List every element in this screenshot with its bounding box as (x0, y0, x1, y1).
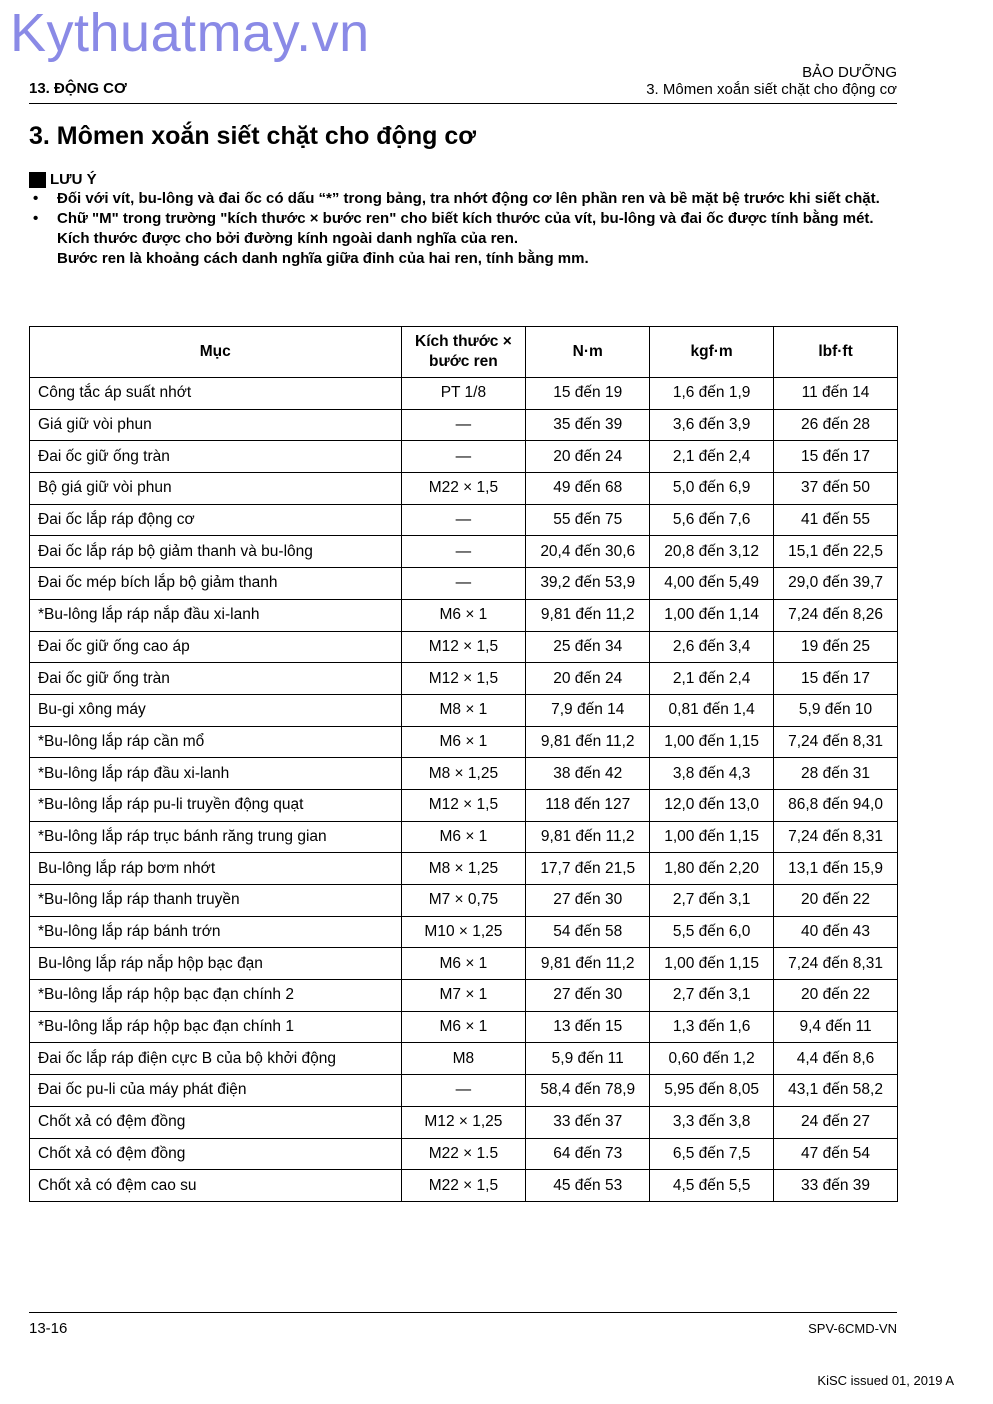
cell-size: M8 × 1 (401, 694, 526, 726)
cell-lbfft: 13,1 đến 15,9 (774, 853, 898, 885)
cell-kgfm: 3,8 đến 4,3 (650, 758, 774, 790)
cell-lbfft: 15,1 đến 22,5 (774, 536, 898, 568)
cell-nm: 118 đến 127 (526, 789, 650, 821)
cell-nm: 27 đến 30 (526, 885, 650, 917)
cell-size: — (401, 1075, 526, 1107)
cell-item: Đai ốc giữ ống tràn (30, 441, 402, 473)
table-row (30, 916, 898, 948)
cell-size: M12 × 1,5 (401, 631, 526, 663)
cell-size: M8 (401, 1043, 526, 1075)
cell-lbfft: 9,4 đến 11 (774, 1011, 898, 1043)
cell-nm: 54 đến 58 (526, 916, 650, 948)
cell-lbfft: 5,9 đến 10 (774, 694, 898, 726)
cell-size: M12 × 1,5 (401, 663, 526, 695)
cell-size: M12 × 1,25 (401, 1106, 526, 1138)
table-row (30, 1138, 898, 1170)
section-title: BẢO DƯỠNG (802, 64, 897, 81)
table-row (30, 1011, 898, 1043)
cell-item: Chốt xả có đệm cao su (30, 1170, 402, 1202)
cell-item: Đai ốc lắp ráp bộ giảm thanh và bu-lông (30, 536, 402, 568)
cell-lbfft: 20 đến 22 (774, 980, 898, 1012)
cell-nm: 39,2 đến 53,9 (526, 568, 650, 600)
chapter-title: 13. ĐỘNG CƠ (29, 80, 127, 97)
cell-lbfft: 20 đến 22 (774, 885, 898, 917)
note-text-3: Kích thước được cho bởi đường kính ngoài danh nghĩa của ren. (57, 230, 519, 247)
cell-kgfm: 5,95 đến 8,05 (650, 1075, 774, 1107)
cell-lbfft: 43,1 đến 58,2 (774, 1075, 898, 1107)
note-heading-label: LƯU Ý (50, 171, 97, 188)
cell-nm: 38 đến 42 (526, 758, 650, 790)
cell-item: *Bu-lông lắp ráp hộp bạc đạn chính 1 (30, 1011, 402, 1043)
cell-item: Đai ốc giữ ống cao áp (30, 631, 402, 663)
cell-item: Giá giữ vòi phun (30, 409, 402, 441)
cell-size: M7 × 0,75 (401, 885, 526, 917)
cell-size: M6 × 1 (401, 1011, 526, 1043)
table-row (30, 536, 898, 568)
table-row (30, 726, 898, 758)
cell-kgfm: 2,7 đến 3,1 (650, 885, 774, 917)
cell-item: *Bu-lông lắp ráp bánh trớn (30, 916, 402, 948)
table-row (30, 599, 898, 631)
table-body (30, 378, 898, 1202)
cell-nm: 20,4 đến 30,6 (526, 536, 650, 568)
cell-nm: 13 đến 15 (526, 1011, 650, 1043)
subsection-title: 3. Mômen xoắn siết chặt cho động cơ (646, 81, 897, 98)
cell-nm: 9,81 đến 11,2 (526, 821, 650, 853)
cell-kgfm: 3,3 đến 3,8 (650, 1106, 774, 1138)
cell-kgfm: 1,00 đến 1,15 (650, 821, 774, 853)
cell-nm: 55 đến 75 (526, 504, 650, 536)
note-item-2 (29, 209, 897, 229)
cell-nm: 58,4 đến 78,9 (526, 1075, 650, 1107)
cell-nm: 7,9 đến 14 (526, 694, 650, 726)
table-row (30, 694, 898, 726)
cell-kgfm: 1,00 đến 1,15 (650, 726, 774, 758)
cell-size: M6 × 1 (401, 599, 526, 631)
cell-size: M22 × 1,5 (401, 473, 526, 505)
table-row (30, 409, 898, 441)
table-row (30, 568, 898, 600)
header-lbfft: lbf·ft (774, 327, 898, 378)
cell-size: M8 × 1,25 (401, 853, 526, 885)
bullet-icon: • (33, 210, 39, 227)
cell-lbfft: 41 đến 55 (774, 504, 898, 536)
cell-kgfm: 1,6 đến 1,9 (650, 378, 774, 410)
note-square-icon (29, 172, 46, 188)
cell-item: Bu-lông lắp ráp bơm nhớt (30, 853, 402, 885)
cell-item: Đai ốc mép bích lắp bộ giảm thanh (30, 568, 402, 600)
note-heading (29, 171, 97, 188)
table-header-row (30, 327, 898, 378)
note-text-2: Chữ "M" trong trường "kích thước × bước ren" cho biết kích thước của vít, bu-lông và đai ốc được tính bằng mét. (57, 210, 874, 227)
cell-size: — (401, 441, 526, 473)
cell-kgfm: 0,81 đến 1,4 (650, 694, 774, 726)
cell-lbfft: 40 đến 43 (774, 916, 898, 948)
page-title: 3. Mômen xoắn siết chặt cho động cơ (29, 122, 477, 150)
page-number: 13-16 (29, 1320, 68, 1337)
cell-size: M6 × 1 (401, 948, 526, 980)
cell-kgfm: 1,80 đến 2,20 (650, 853, 774, 885)
cell-nm: 9,81 đến 11,2 (526, 948, 650, 980)
cell-kgfm: 2,1 đến 2,4 (650, 663, 774, 695)
cell-item: Bộ giá giữ vòi phun (30, 473, 402, 505)
cell-size: M22 × 1.5 (401, 1138, 526, 1170)
cell-nm: 20 đến 24 (526, 441, 650, 473)
header-rule (29, 103, 897, 104)
cell-kgfm: 0,60 đến 1,2 (650, 1043, 774, 1075)
cell-nm: 17,7 đến 21,5 (526, 853, 650, 885)
table-row (30, 1170, 898, 1202)
cell-size: — (401, 504, 526, 536)
cell-item: *Bu-lông lắp ráp nắp đầu xi-lanh (30, 599, 402, 631)
cell-lbfft: 11 đến 14 (774, 378, 898, 410)
table-row (30, 948, 898, 980)
cell-lbfft: 7,24 đến 8,31 (774, 948, 898, 980)
cell-kgfm: 4,00 đến 5,49 (650, 568, 774, 600)
cell-nm: 64 đến 73 (526, 1138, 650, 1170)
cell-lbfft: 86,8 đến 94,0 (774, 789, 898, 821)
cell-size: M6 × 1 (401, 821, 526, 853)
cell-lbfft: 24 đến 27 (774, 1106, 898, 1138)
cell-item: Bu-gi xông máy (30, 694, 402, 726)
cell-item: *Bu-lông lắp ráp thanh truyền (30, 885, 402, 917)
table-row (30, 758, 898, 790)
table-row (30, 980, 898, 1012)
cell-size: M6 × 1 (401, 726, 526, 758)
table-row (30, 1075, 898, 1107)
table-row (30, 1043, 898, 1075)
cell-size: PT 1/8 (401, 378, 526, 410)
cell-item: Chốt xả có đệm đồng (30, 1138, 402, 1170)
cell-lbfft: 28 đến 31 (774, 758, 898, 790)
cell-item: *Bu-lông lắp ráp trục bánh răng trung gian (30, 821, 402, 853)
cell-kgfm: 1,00 đến 1,15 (650, 948, 774, 980)
cell-nm: 35 đến 39 (526, 409, 650, 441)
cell-item: Đai ốc giữ ống tràn (30, 663, 402, 695)
cell-lbfft: 15 đến 17 (774, 663, 898, 695)
cell-size: M22 × 1,5 (401, 1170, 526, 1202)
cell-nm: 25 đến 34 (526, 631, 650, 663)
cell-kgfm: 12,0 đến 13,0 (650, 789, 774, 821)
issue-note: KiSC issued 01, 2019 A (817, 1373, 954, 1388)
header-item: Mục (30, 327, 402, 378)
document-code: SPV-6CMD-VN (808, 1321, 897, 1336)
cell-kgfm: 2,1 đến 2,4 (650, 441, 774, 473)
table-row (30, 1106, 898, 1138)
cell-lbfft: 47 đến 54 (774, 1138, 898, 1170)
cell-kgfm: 6,5 đến 7,5 (650, 1138, 774, 1170)
cell-item: Đai ốc lắp ráp điện cực B của bộ khởi động (30, 1043, 402, 1075)
cell-nm: 9,81 đến 11,2 (526, 726, 650, 758)
cell-item: *Bu-lông lắp ráp cần mổ (30, 726, 402, 758)
header-size (401, 327, 526, 378)
watermark: Kythuatmay.vn (10, 3, 370, 63)
cell-item: Đai ốc lắp ráp động cơ (30, 504, 402, 536)
note-text-4: Bước ren là khoảng cách danh nghĩa giữa đỉnh của hai ren, tính bằng mm. (57, 250, 589, 267)
header-size-line1: Kích thước × (415, 333, 512, 350)
cell-kgfm: 3,6 đến 3,9 (650, 409, 774, 441)
cell-nm: 27 đến 30 (526, 980, 650, 1012)
cell-lbfft: 7,24 đến 8,31 (774, 821, 898, 853)
header-size-line2: bước ren (429, 353, 498, 370)
table-row (30, 789, 898, 821)
table-row (30, 821, 898, 853)
cell-item: *Bu-lông lắp ráp hộp bạc đạn chính 2 (30, 980, 402, 1012)
cell-kgfm: 4,5 đến 5,5 (650, 1170, 774, 1202)
cell-lbfft: 33 đến 39 (774, 1170, 898, 1202)
table-row (30, 631, 898, 663)
header-kgfm: kgf·m (650, 327, 774, 378)
note-text-1: Đối với vít, bu-lông và đai ốc có dấu “*” trong bảng, tra nhớt động cơ lên phần ren và bề mặt bệ trước khi siết chặt. (57, 190, 880, 207)
cell-kgfm: 1,3 đến 1,6 (650, 1011, 774, 1043)
header-nm: N·m (526, 327, 650, 378)
note-list (29, 189, 897, 269)
cell-size: M8 × 1,25 (401, 758, 526, 790)
bullet-icon: • (33, 190, 39, 207)
table-row (30, 473, 898, 505)
torque-table (29, 326, 898, 1202)
cell-nm: 45 đến 53 (526, 1170, 650, 1202)
cell-nm: 33 đến 37 (526, 1106, 650, 1138)
footer-rule (29, 1312, 897, 1313)
cell-nm: 20 đến 24 (526, 663, 650, 695)
cell-nm: 9,81 đến 11,2 (526, 599, 650, 631)
table-row (30, 663, 898, 695)
cell-lbfft: 15 đến 17 (774, 441, 898, 473)
cell-size: — (401, 409, 526, 441)
cell-kgfm: 5,5 đến 6,0 (650, 916, 774, 948)
cell-kgfm: 5,0 đến 6,9 (650, 473, 774, 505)
cell-size: — (401, 568, 526, 600)
table-row (30, 885, 898, 917)
cell-lbfft: 7,24 đến 8,26 (774, 599, 898, 631)
cell-lbfft: 29,0 đến 39,7 (774, 568, 898, 600)
cell-item: *Bu-lông lắp ráp pu-li truyền động quạt (30, 789, 402, 821)
cell-kgfm: 1,00 đến 1,14 (650, 599, 774, 631)
table-row (30, 378, 898, 410)
cell-nm: 5,9 đến 11 (526, 1043, 650, 1075)
cell-kgfm: 2,7 đến 3,1 (650, 980, 774, 1012)
cell-size: M12 × 1,5 (401, 789, 526, 821)
cell-nm: 15 đến 19 (526, 378, 650, 410)
cell-kgfm: 5,6 đến 7,6 (650, 504, 774, 536)
cell-size: M10 × 1,25 (401, 916, 526, 948)
cell-lbfft: 37 đến 50 (774, 473, 898, 505)
cell-item: *Bu-lông lắp ráp đầu xi-lanh (30, 758, 402, 790)
cell-kgfm: 2,6 đến 3,4 (650, 631, 774, 663)
cell-item: Bu-lông lắp ráp nắp hộp bạc đạn (30, 948, 402, 980)
cell-lbfft: 26 đến 28 (774, 409, 898, 441)
cell-nm: 49 đến 68 (526, 473, 650, 505)
cell-size: M7 × 1 (401, 980, 526, 1012)
table-row (30, 441, 898, 473)
cell-item: Chốt xả có đệm đồng (30, 1106, 402, 1138)
table-row (30, 504, 898, 536)
cell-item: Công tắc áp suất nhớt (30, 378, 402, 410)
cell-size: — (401, 536, 526, 568)
cell-lbfft: 7,24 đến 8,31 (774, 726, 898, 758)
cell-lbfft: 4,4 đến 8,6 (774, 1043, 898, 1075)
cell-kgfm: 20,8 đến 3,12 (650, 536, 774, 568)
note-item-1 (29, 189, 897, 209)
cell-item: Đai ốc pu-li của máy phát điện (30, 1075, 402, 1107)
cell-lbfft: 19 đến 25 (774, 631, 898, 663)
table-row (30, 853, 898, 885)
